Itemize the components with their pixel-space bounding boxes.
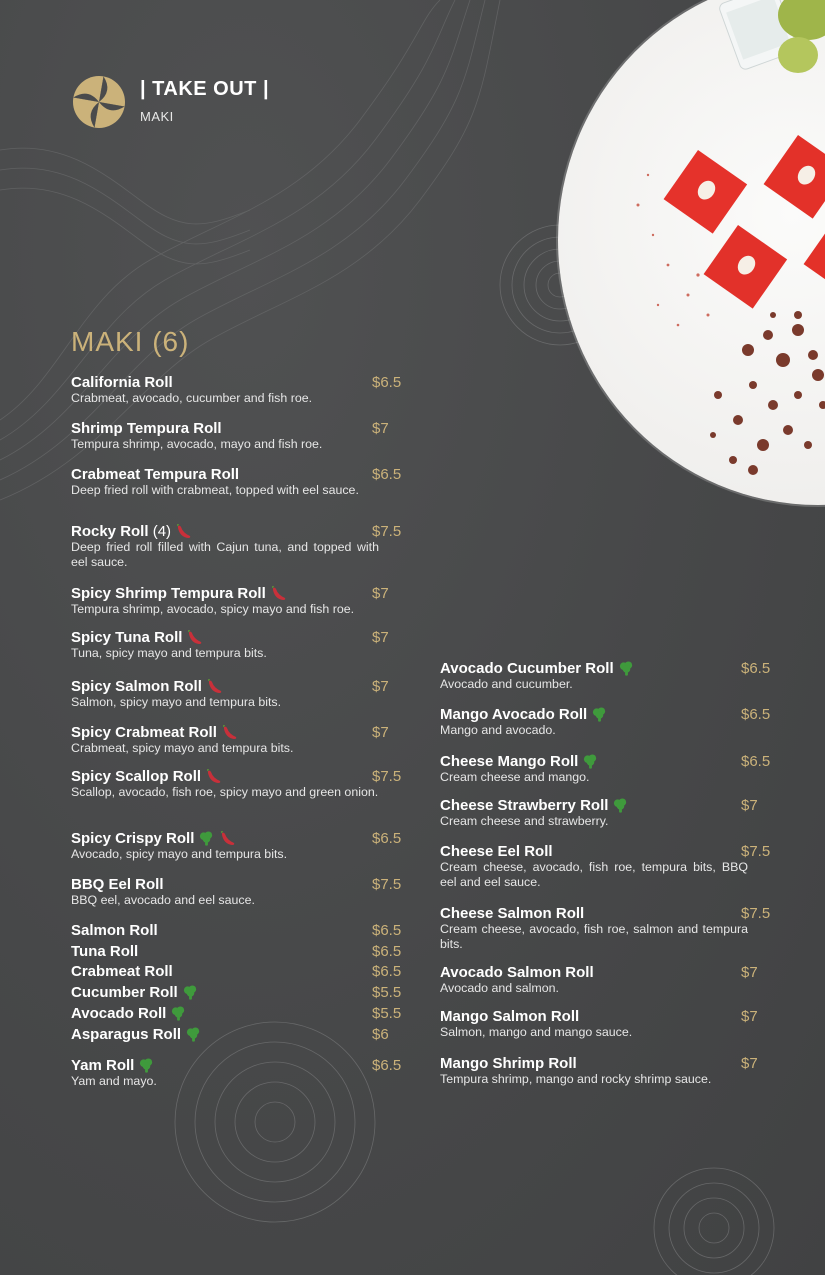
item-price: $5.5 xyxy=(372,1005,402,1022)
item-name xyxy=(71,420,407,437)
menu-item xyxy=(71,466,407,498)
item-price: $6.5 xyxy=(372,943,402,960)
menu-item xyxy=(71,678,407,710)
item-name xyxy=(71,768,407,785)
chili-icon xyxy=(270,586,288,602)
item-description: Crabmeat, avocado, cucumber and fish roe. xyxy=(71,391,313,405)
menu-item xyxy=(71,876,407,908)
item-name xyxy=(440,964,776,981)
item-name-text: California Roll xyxy=(71,374,173,391)
item-name xyxy=(440,905,776,922)
menu-item xyxy=(440,797,776,829)
item-name xyxy=(71,1005,407,1022)
item-name xyxy=(71,629,407,646)
chili-icon xyxy=(205,769,223,785)
item-name-text: Cheese Eel Roll xyxy=(440,843,553,860)
menu-item xyxy=(71,830,407,862)
item-quantity: (4) xyxy=(148,523,172,540)
item-price: $7.5 xyxy=(372,523,402,540)
menu-item xyxy=(71,768,407,800)
menu-item xyxy=(71,984,407,1001)
item-name-text: Cucumber Roll xyxy=(71,984,178,1001)
menu-item xyxy=(440,905,776,952)
item-description: Avocado, spicy mayo and tempura bits. xyxy=(71,847,288,862)
item-description: Salmon, mango and mango sauce. xyxy=(440,1025,633,1039)
item-price: $6.5 xyxy=(372,1057,402,1074)
chili-icon xyxy=(175,524,193,540)
item-description: Yam and mayo. xyxy=(71,1074,157,1089)
item-description: Tempura shrimp, mango and rocky shrimp sauce. xyxy=(440,1072,712,1086)
item-description: Scallop, avocado, fish roe, spicy mayo and green onion. xyxy=(71,785,379,800)
item-name xyxy=(440,706,776,723)
menu-item xyxy=(71,1026,407,1043)
item-price: $7 xyxy=(372,420,389,437)
item-price: $7 xyxy=(741,1055,758,1072)
item-price: $7.5 xyxy=(741,905,771,922)
menu-item xyxy=(440,660,776,692)
item-price: $7.5 xyxy=(372,876,402,893)
item-description: Deep fried roll with crabmeat, topped with eel sauce. xyxy=(71,483,359,497)
item-price: $7.5 xyxy=(372,768,402,785)
item-description: Avocado and salmon. xyxy=(440,981,559,995)
item-name-text: Avocado Roll xyxy=(71,1005,167,1022)
menu-item xyxy=(71,724,407,756)
item-name-text: Tuna Roll xyxy=(71,943,139,960)
item-price: $6.5 xyxy=(372,963,402,980)
broccoli-icon xyxy=(182,985,199,1001)
menu-item xyxy=(71,1005,407,1022)
item-description: Salmon, spicy mayo and tempura bits. xyxy=(71,695,282,710)
item-name xyxy=(440,1008,776,1025)
item-description: Cream cheese, avocado, fish roe, salmon and tempura bits. xyxy=(440,922,748,951)
item-name xyxy=(440,843,776,860)
pinwheel-logo-icon xyxy=(71,74,127,130)
broccoli-icon xyxy=(198,831,215,847)
item-name-text: Salmon Roll xyxy=(71,922,158,939)
menu-item xyxy=(71,420,407,452)
item-name xyxy=(71,830,407,847)
item-name-text: Spicy Shrimp Tempura Roll xyxy=(71,585,266,602)
item-description: Cream cheese and strawberry. xyxy=(440,814,609,829)
item-name-text: Cheese Salmon Roll xyxy=(440,905,585,922)
item-description: Cream cheese and mango. xyxy=(440,770,590,785)
item-name-text: Spicy Crispy Roll xyxy=(71,830,195,847)
broccoli-icon xyxy=(582,754,599,770)
item-name-text: Cheese Strawberry Roll xyxy=(440,797,609,814)
item-name-text: Spicy Salmon Roll xyxy=(71,678,202,695)
item-price: $6.5 xyxy=(741,660,771,677)
item-name-text: Mango Shrimp Roll xyxy=(440,1055,577,1072)
item-price: $7 xyxy=(372,629,389,646)
item-price: $7 xyxy=(741,1008,758,1025)
item-price: $5.5 xyxy=(372,984,402,1001)
menu-item xyxy=(440,1055,776,1087)
chili-icon xyxy=(186,630,204,646)
item-name-text: Rocky Roll xyxy=(71,523,149,540)
item-description: Deep fried roll filled with Cajun tuna, and topped with eel sauce. xyxy=(71,540,379,570)
item-name-text: Spicy Tuna Roll xyxy=(71,629,183,646)
item-price: $7 xyxy=(372,678,389,695)
item-description: Tempura shrimp, avocado, mayo and fish roe. xyxy=(71,437,323,451)
item-name-text: Mango Avocado Roll xyxy=(440,706,588,723)
menu-item xyxy=(71,523,407,570)
menu-item xyxy=(71,922,407,939)
item-description: Tempura shrimp, avocado, spicy mayo and fish roe. xyxy=(71,602,355,617)
item-name xyxy=(71,585,407,602)
broccoli-icon xyxy=(612,798,629,814)
item-price: $7.5 xyxy=(741,843,771,860)
menu-item xyxy=(440,1008,776,1040)
item-name-text: Crabmeat Tempura Roll xyxy=(71,466,240,483)
section-title: MAKI (6) xyxy=(71,326,190,357)
item-name xyxy=(71,678,407,695)
item-name xyxy=(71,466,407,483)
item-name xyxy=(71,876,407,893)
item-price: $6.5 xyxy=(741,753,771,770)
chili-icon xyxy=(221,725,239,741)
item-name-text: BBQ Eel Roll xyxy=(71,876,164,893)
broccoli-icon xyxy=(170,1006,187,1022)
menu-item xyxy=(71,629,407,661)
item-name xyxy=(71,984,407,1001)
item-price: $6.5 xyxy=(372,374,402,391)
item-description: Crabmeat, spicy mayo and tempura bits. xyxy=(71,741,294,756)
item-name-text: Spicy Scallop Roll xyxy=(71,768,202,785)
menu-item xyxy=(71,585,407,617)
item-price: $7 xyxy=(372,724,389,741)
broccoli-icon xyxy=(138,1058,155,1074)
menu-item xyxy=(440,706,776,738)
item-name-text: Asparagus Roll xyxy=(71,1026,182,1043)
item-name xyxy=(71,374,407,391)
item-description: Mango and avocado. xyxy=(440,723,556,738)
item-name xyxy=(71,943,407,960)
item-name xyxy=(71,724,407,741)
menu-item xyxy=(440,843,776,890)
item-price: $6.5 xyxy=(372,830,402,847)
chili-icon xyxy=(206,679,224,695)
item-name xyxy=(71,963,407,980)
chili-icon xyxy=(219,831,237,847)
item-description: Avocado and cucumber. xyxy=(440,677,573,692)
item-description: Tuna, spicy mayo and tempura bits. xyxy=(71,646,267,661)
menu-item xyxy=(71,963,407,980)
menu-item xyxy=(71,943,407,960)
item-name xyxy=(71,922,407,939)
menu-item xyxy=(71,1057,407,1089)
item-name-text: Cheese Mango Roll xyxy=(440,753,579,770)
item-price: $6.5 xyxy=(372,466,402,483)
broccoli-icon xyxy=(591,707,608,723)
menu-item xyxy=(440,964,776,996)
item-price: $7 xyxy=(741,797,758,814)
page-title: | TAKE OUT | xyxy=(140,78,270,100)
broccoli-icon xyxy=(618,661,635,677)
item-name xyxy=(71,1026,407,1043)
item-price: $7 xyxy=(372,585,389,602)
item-name-text: Avocado Salmon Roll xyxy=(440,964,594,981)
item-name xyxy=(71,1057,407,1074)
item-name-text: Avocado Cucumber Roll xyxy=(440,660,614,677)
item-price: $6.5 xyxy=(372,922,402,939)
item-name xyxy=(440,660,776,677)
item-name-text: Mango Salmon Roll xyxy=(440,1008,580,1025)
item-name xyxy=(440,1055,776,1072)
item-name-text: Spicy Crabmeat Roll xyxy=(71,724,217,741)
item-price: $6.5 xyxy=(741,706,771,723)
item-name-text: Crabmeat Roll xyxy=(71,963,173,980)
menu-item xyxy=(71,374,407,406)
broccoli-icon xyxy=(185,1027,202,1043)
item-price: $6 xyxy=(372,1026,389,1043)
item-name-text: Yam Roll xyxy=(71,1057,135,1074)
item-name xyxy=(440,797,776,814)
item-description: BBQ eel, avocado and eel sauce. xyxy=(71,893,255,907)
item-name xyxy=(440,753,776,770)
item-name-text: Shrimp Tempura Roll xyxy=(71,420,222,437)
menu-item xyxy=(440,753,776,785)
page-subtitle: MAKI xyxy=(140,109,174,124)
item-name xyxy=(71,523,407,540)
item-price: $7 xyxy=(741,964,758,981)
item-description: Cream cheese, avocado, fish roe, tempura bits, BBQ eel and eel sauce. xyxy=(440,860,748,889)
